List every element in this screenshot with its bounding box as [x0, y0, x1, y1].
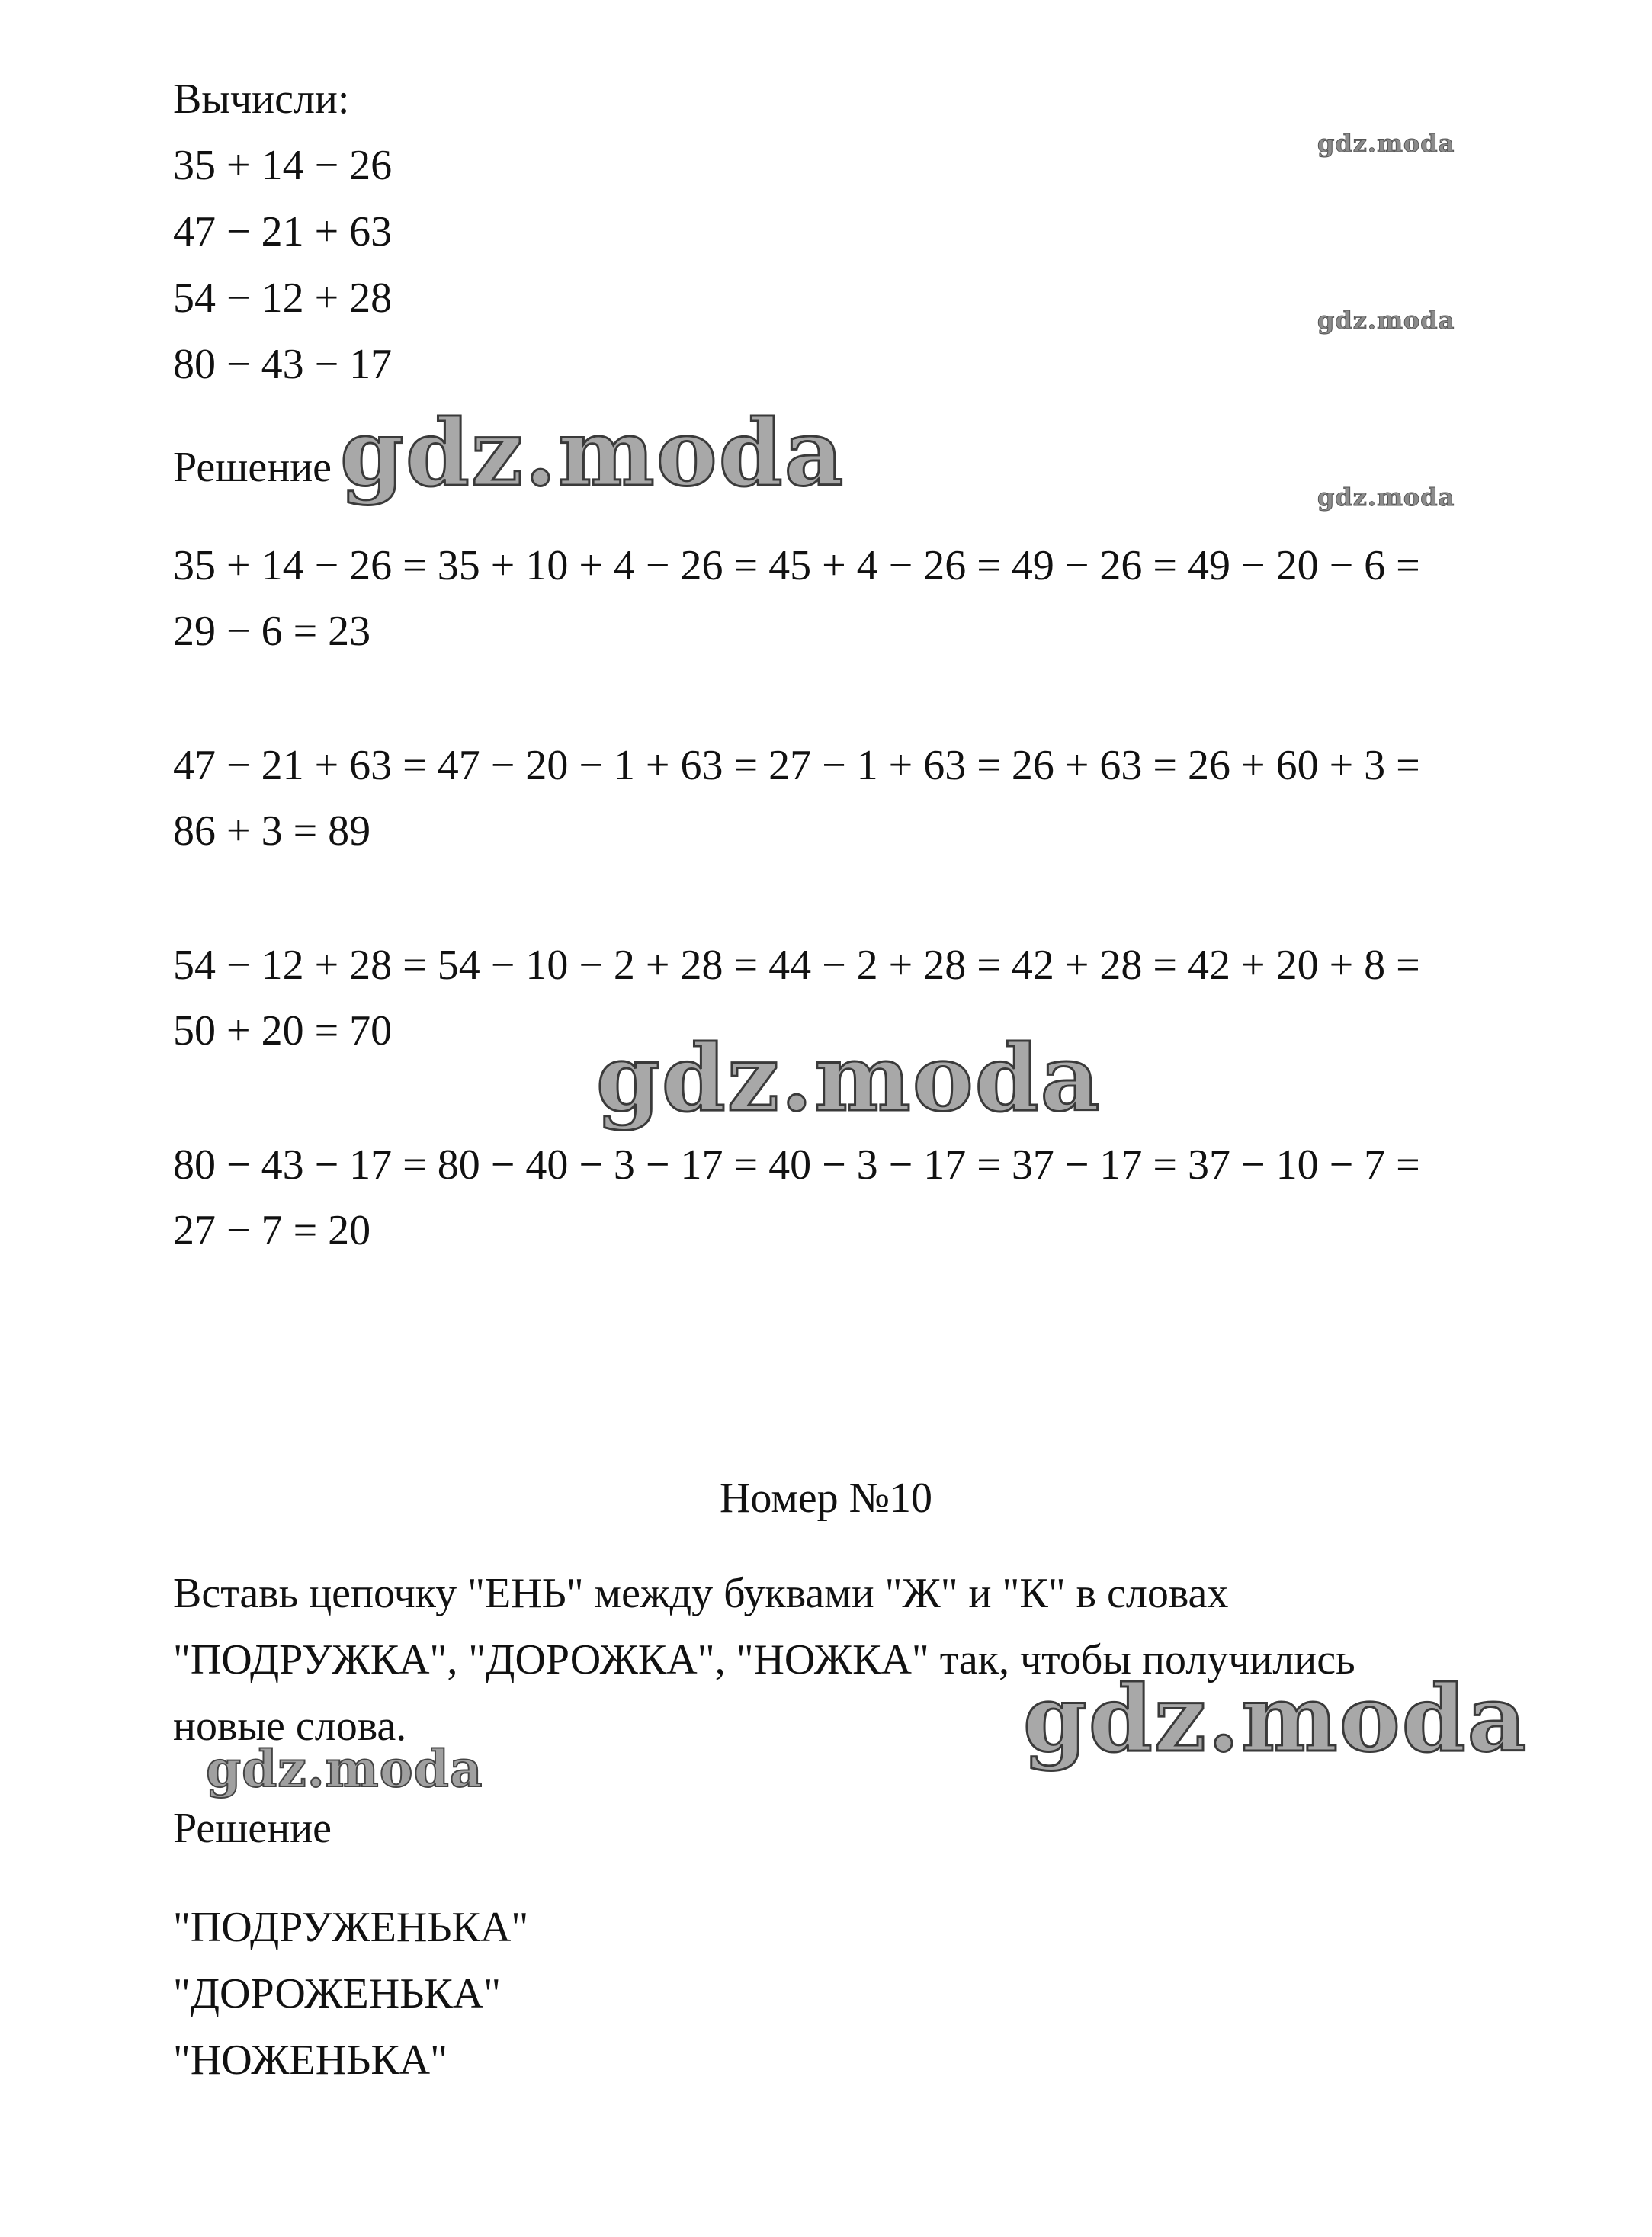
- solution-1-line-2: 29 − 6 = 23: [173, 608, 371, 655]
- watermark-medium-1: gdz.moda: [206, 1739, 483, 1799]
- expression-3: 54 − 12 + 28: [173, 274, 393, 322]
- solution-3-line-2: 50 + 20 = 70: [173, 1007, 393, 1054]
- watermark-small-2: gdz.moda: [1317, 306, 1455, 335]
- expression-1: 35 + 14 − 26: [173, 142, 393, 189]
- watermark-large-2: gdz.moda: [596, 1025, 1102, 1132]
- solution-2-line-2: 86 + 3 = 89: [173, 807, 371, 855]
- solution-2-line-1: 47 − 21 + 63 = 47 − 20 − 1 + 63 = 27 − 1 + 63 = 26 + 63 = 26 + 60 + 3 =: [173, 742, 1420, 789]
- question-line-2: "ПОДРУЖКА", "ДОРОЖКА", "НОЖКА" так, чтобы получились: [173, 1636, 1355, 1683]
- question-line-3: новые слова.: [173, 1703, 407, 1750]
- solution-4-line-2: 27 − 7 = 20: [173, 1207, 371, 1254]
- watermark-small-1: gdz.moda: [1317, 129, 1455, 158]
- solution-label-2: Решение: [173, 1805, 332, 1852]
- solution-label: Решение: [173, 444, 332, 491]
- task-heading: Номер №10: [719, 1475, 933, 1522]
- task-title: Вычисли:: [173, 75, 350, 123]
- watermark-small-3: gdz.moda: [1317, 483, 1455, 512]
- expression-2: 47 − 21 + 63: [173, 208, 393, 255]
- watermark-large-3: gdz.moda: [1023, 1665, 1529, 1773]
- solution-1-line-1: 35 + 14 − 26 = 35 + 10 + 4 − 26 = 45 + 4 − 26 = 49 − 26 = 49 − 20 − 6 =: [173, 542, 1420, 589]
- solution-3-line-1: 54 − 12 + 28 = 54 − 10 − 2 + 28 = 44 − 2 + 28 = 42 + 28 = 42 + 20 + 8 =: [173, 942, 1420, 989]
- answer-3: "НОЖЕНЬКА": [173, 2036, 447, 2084]
- solution-4-line-1: 80 − 43 − 17 = 80 − 40 − 3 − 17 = 40 − 3 − 17 = 37 − 17 = 37 − 10 − 7 =: [173, 1141, 1420, 1189]
- expression-4: 80 − 43 − 17: [173, 341, 393, 388]
- watermark-large-1: gdz.moda: [340, 400, 845, 507]
- answer-2: "ДОРОЖЕНЬКА": [173, 1970, 502, 2017]
- answer-1: "ПОДРУЖЕНЬКА": [173, 1904, 529, 1951]
- question-line-1: Вставь цепочку "ЕНЬ" между буквами "Ж" и "К" в словах: [173, 1570, 1229, 1617]
